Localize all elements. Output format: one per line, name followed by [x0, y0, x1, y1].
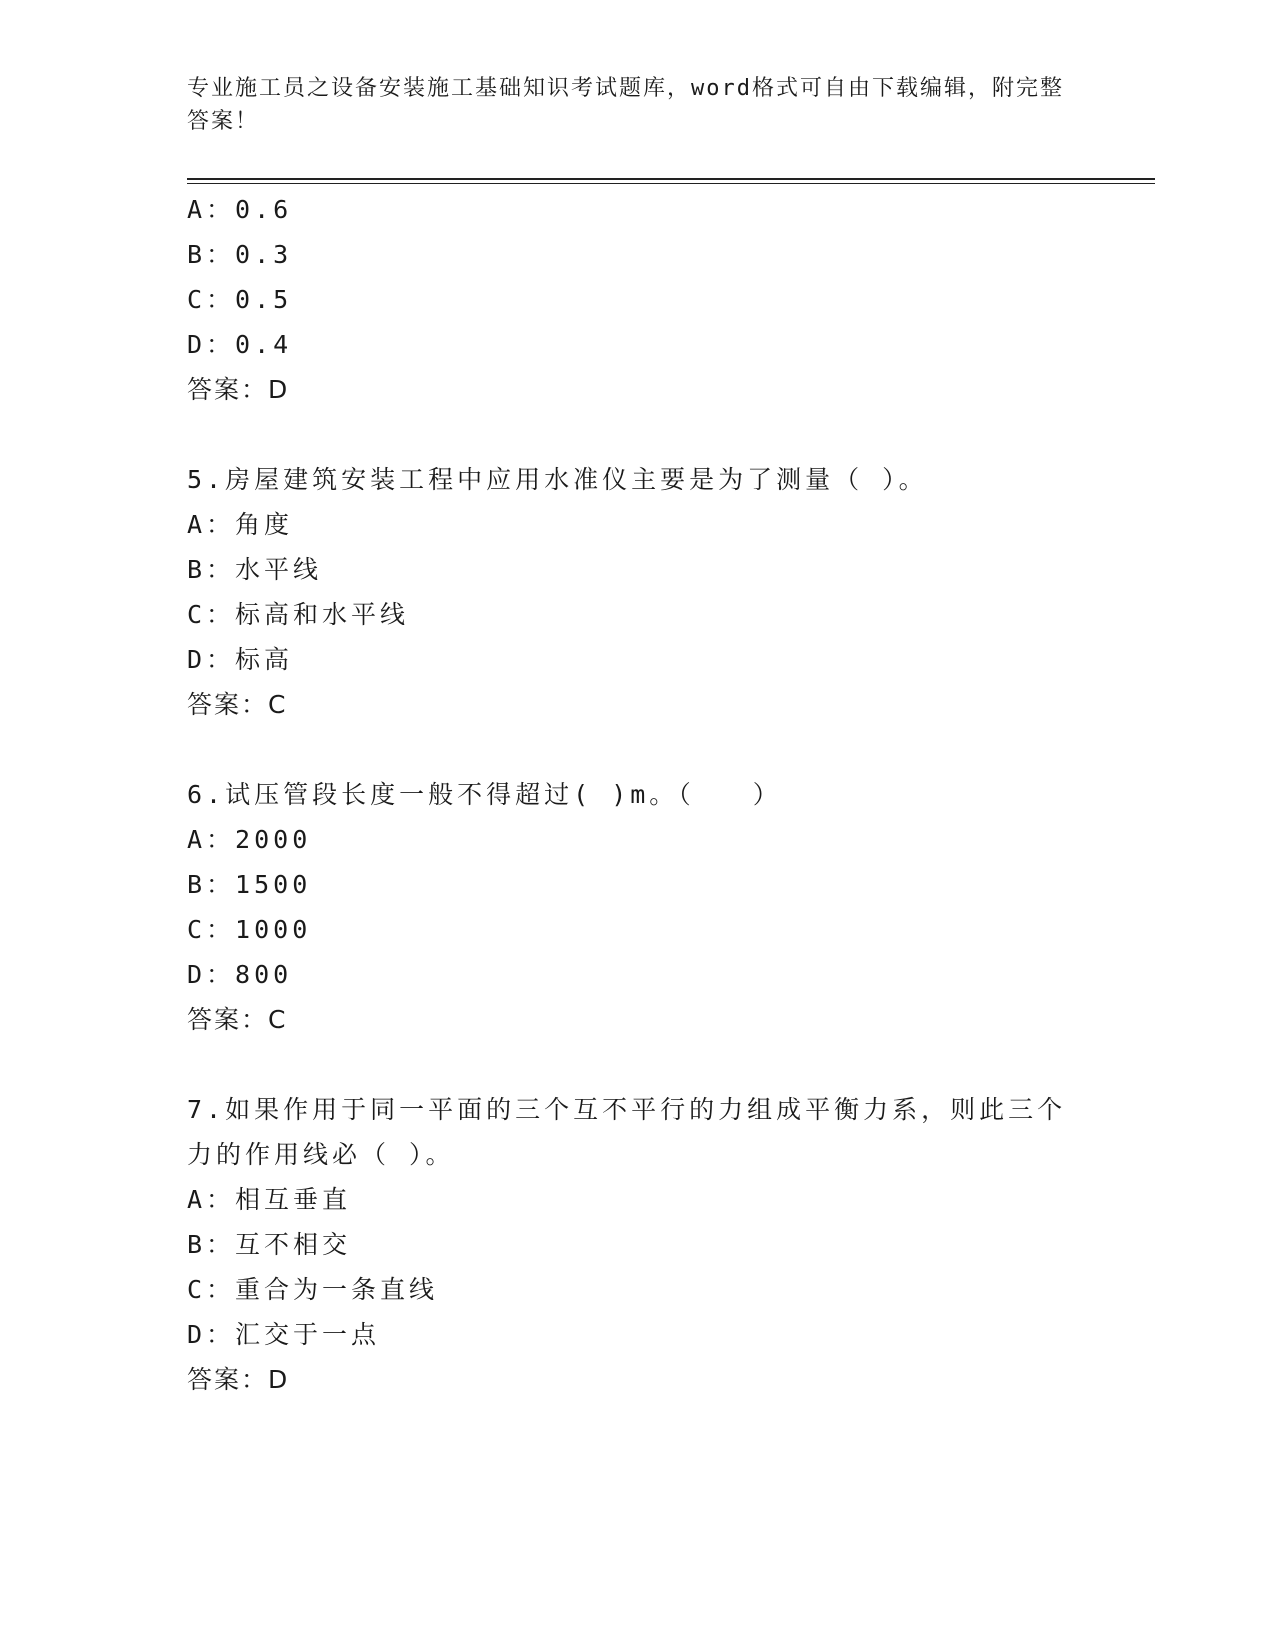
question-7-option-a: A：相互垂直 — [187, 1185, 352, 1214]
option-d: D：0.4 — [187, 330, 293, 359]
question-5-stem: 5.房屋建筑安装工程中应用水准仪主要是为了测量（ ）。 — [187, 465, 928, 494]
question-6-option-a: A：2000 — [187, 825, 312, 854]
question-7-option-b: B：互不相交 — [187, 1230, 352, 1259]
option-b: B：0.3 — [187, 240, 293, 269]
question-5-option-a: A：角度 — [187, 510, 294, 539]
question-6-answer: 答案：C — [187, 1005, 288, 1034]
question-7-stem-continued: 力的作用线必（ ）。 — [187, 1140, 455, 1169]
question-6-option-d: D：800 — [187, 960, 293, 989]
question-7-stem: 7.如果作用于同一平面的三个互不平行的力组成平衡力系，则此三个 — [187, 1095, 1067, 1124]
option-a: A：0.6 — [187, 195, 293, 224]
answer: 答案：D — [187, 375, 290, 404]
question-6-option-c: C：1000 — [187, 915, 312, 944]
question-5-option-b: B：水平线 — [187, 555, 323, 584]
header-divider — [187, 178, 1155, 184]
question-5-answer: 答案：C — [187, 690, 288, 719]
question-7-option-c: C：重合为一条直线 — [187, 1275, 439, 1304]
question-5-option-d: D：标高 — [187, 645, 294, 674]
option-c: C：0.5 — [187, 285, 293, 314]
question-7-answer: 答案：D — [187, 1365, 290, 1394]
question-7-option-d: D：汇交于一点 — [187, 1320, 381, 1349]
question-5-option-c: C：标高和水平线 — [187, 600, 410, 629]
question-6-stem: 6.试压管段长度一般不得超过( )m。（ ） — [187, 780, 782, 809]
question-6-option-b: B：1500 — [187, 870, 312, 899]
page-header: 专业施工员之设备安装施工基础知识考试题库，word格式可自由下载编辑，附完整答案！ — [187, 76, 1064, 134]
